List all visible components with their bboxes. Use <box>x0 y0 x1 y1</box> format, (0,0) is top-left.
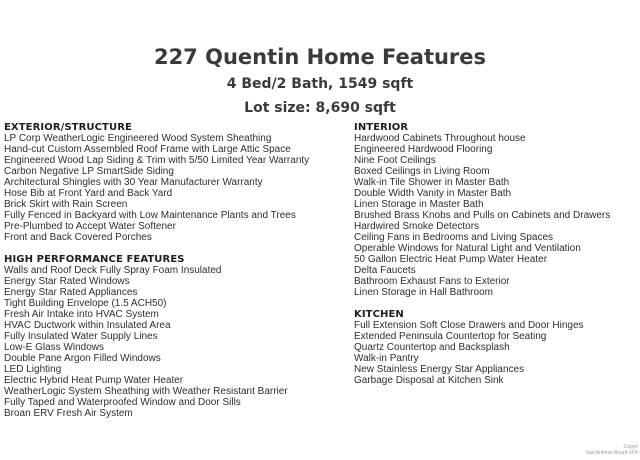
feature-item: Fully Insulated Water Supply Lines <box>4 331 158 342</box>
kitchen-list <box>354 320 640 386</box>
feature-item: Walls and Roof Deck Fully Spray Foam Insulated <box>4 265 222 276</box>
feature-item: Delta Faucets <box>354 265 416 276</box>
feature-item: Nine Foot Ceilings <box>354 155 436 166</box>
feature-item: Carbon Negative LP SmartSide Siding <box>4 166 174 177</box>
feature-item: Ceiling Fans in Bedrooms and Living Spaces <box>354 232 553 243</box>
feature-item: Quartz Countertop and Backsplash <box>354 342 510 353</box>
feature-item: Brick Skirt with Rain Screen <box>4 199 128 210</box>
feature-item: Full Extension Soft Close Drawers and Door Hinges <box>354 320 584 331</box>
feature-item: Double Pane Argon Filled Windows <box>4 353 161 364</box>
feature-item: WeatherLogic System Sheathing with Weather Resistant Barrier <box>4 386 288 397</box>
kitchen-section-title: KITCHEN <box>354 309 404 320</box>
feature-item: Tight Building Envelope (1.5 ACH50) <box>4 298 167 309</box>
feature-item: Hand-cut Custom Assembled Roof Frame with Large Attic Space <box>4 144 291 155</box>
feature-item: Garbage Disposal at Kitchen Sink <box>354 375 504 386</box>
performance-list <box>4 265 344 419</box>
feature-item: Hardwired Smoke Detectors <box>354 221 480 232</box>
page-header <box>0 42 640 120</box>
feature-item: LP Corp WeatherLogic Engineered Wood System Sheathing <box>4 133 272 144</box>
feature-item: Fresh Air Intake into HVAC System <box>4 309 159 320</box>
exterior-list <box>4 133 344 243</box>
exterior-section-title: EXTERIOR/STRUCTURE <box>4 122 132 133</box>
feature-item: Double Width Vanity in Master Bath <box>354 188 512 199</box>
feature-item: Front and Back Covered Porches <box>4 232 152 243</box>
bed-bath-sqft: 4 Bed/2 Bath, 1549 sqft <box>226 76 414 92</box>
feature-item: 50 Gallon Electric Heat Pump Water Heater <box>354 254 548 265</box>
copyright-notice <box>586 444 638 456</box>
interior-section-title: INTERIOR <box>354 122 409 133</box>
feature-item: Linen Storage in Master Bath <box>354 199 484 210</box>
feature-item: Linen Storage in Hall Bathroom <box>354 287 493 298</box>
interior-list <box>354 133 640 298</box>
copyright-owner: San Antonio Board of R <box>585 450 638 456</box>
feature-item: Walk-in Tile Shower in Master Bath <box>354 177 510 188</box>
right-column <box>354 122 640 386</box>
feature-item: Energy Star Rated Appliances <box>4 287 138 298</box>
copyright-line: Copyri <box>623 444 638 450</box>
feature-item: LED Lighting <box>4 364 62 375</box>
feature-item: Extended Peninsula Countertop for Seating <box>354 331 547 342</box>
feature-item: Fully Fenced in Backyard with Low Maintenance Plants and Trees <box>4 210 296 221</box>
feature-item: New Stainless Energy Star Appliances <box>354 364 525 375</box>
feature-item: Brushed Brass Knobs and Pulls on Cabinets and Drawers <box>354 210 611 221</box>
feature-item: Hardwood Cabinets Throughout house <box>354 133 526 144</box>
performance-section-title: HIGH PERFORMANCE FEATURES <box>4 254 185 265</box>
feature-item: Architectural Shingles with 30 Year Manufacturer Warranty <box>4 177 263 188</box>
feature-item: Fully Taped and Waterproofed Window and Door Sills <box>4 397 241 408</box>
feature-item: Hose Bib at Front Yard and Back Yard <box>4 188 173 199</box>
lot-size: Lot size: 8,690 sqft <box>244 100 396 116</box>
feature-item: Electric Hybrid Heat Pump Water Heater <box>4 375 184 386</box>
feature-item: Engineered Wood Lap Siding & Trim with 5/50 Limited Year Warranty <box>4 155 310 166</box>
feature-item: Engineered Hardwood Flooring <box>354 144 493 155</box>
left-column <box>4 122 344 419</box>
feature-item: Boxed Ceilings in Living Room <box>354 166 490 177</box>
feature-item: Walk-in Pantry <box>354 353 419 364</box>
feature-item: Bathroom Exhaust Fans to Exterior <box>354 276 510 287</box>
page-title: 227 Quentin Home Features <box>153 45 487 69</box>
feature-item: Low-E Glass Windows <box>4 342 105 353</box>
feature-item: Pre-Plumbed to Accept Water Softener <box>4 221 176 232</box>
feature-item: Broan ERV Fresh Air System <box>4 408 133 419</box>
feature-item: Energy Star Rated Windows <box>4 276 130 287</box>
feature-item: Operable Windows for Natural Light and Ventilation <box>354 243 581 254</box>
feature-item: HVAC Ductwork within Insulated Area <box>4 320 171 331</box>
